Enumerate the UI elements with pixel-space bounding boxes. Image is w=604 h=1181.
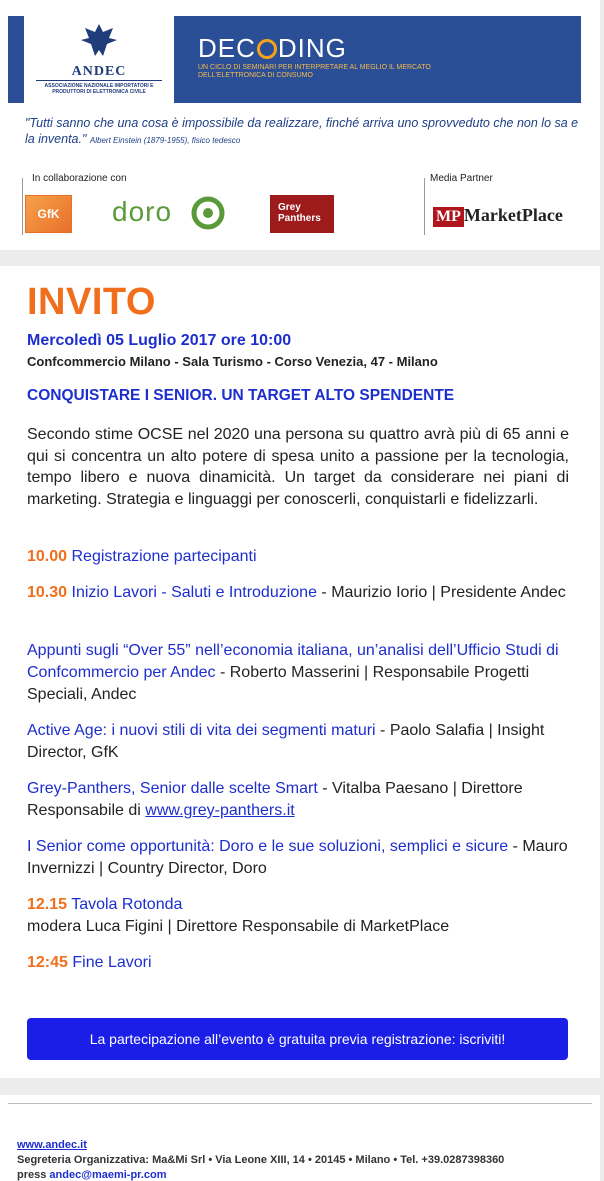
program-title: Tavola Rotonda	[71, 896, 183, 913]
program-title: Active Age: i nuovi stili di vita dei segmenti maturi	[27, 722, 376, 739]
program-title: Registrazione partecipanti	[71, 548, 257, 565]
program-item	[27, 778, 577, 822]
andec-subtitle: ASSOCIAZIONE NAZIONALE IMPORTATORI E PRODUTTORI DI ELETTRONICA CIVILE	[44, 83, 154, 95]
program-item	[27, 640, 577, 706]
einstein-quote	[25, 115, 585, 149]
marketplace-text: MarketPlace	[463, 205, 563, 225]
program-speaker: - Paolo Salafia | Insight Director, GfK	[27, 722, 545, 761]
gfk-logo[interactable]: GfK	[25, 195, 72, 233]
divider	[424, 178, 425, 235]
quote-text: "Tutti sanno che una cosa è impossibile da realizzare, finché arriva uno sprovveduto che non lo sa e la inventa."	[25, 116, 579, 146]
event-venue: Confcommercio Milano - Sala Turismo - Corso Venezia, 47 - Milano	[27, 354, 438, 369]
andec-name: ANDEC	[71, 64, 127, 79]
event-intro: Secondo stime OCSE nel 2020 una persona su quattro avrà più di 65 anni e qui si concentra un alto potere di spesa unito a passione per la tecnologia, tempo libero e nuova dinamicità. Un target da considerare nei piani di marketing. Strategia e linguaggi per conoscerli, conquistarli e fidelizzarli.	[27, 426, 569, 508]
grey-panthers-link[interactable]: www.grey-panthers.it	[145, 802, 295, 819]
program-item	[27, 836, 577, 880]
decoding-o-icon	[257, 39, 277, 59]
program-title: Inizio Lavori - Saluti e Introduzione	[71, 584, 317, 601]
program-time: 12:45	[27, 954, 68, 971]
decoding-subtitle: UN CICLO DI SEMINARI PER INTERPRETARE AL MEGLIO IL MERCATO DELL'ELETTRONICA DI CONSUMO	[198, 64, 431, 79]
secretary-info: Segreteria Organizzativa: Ma&Mi Srl • Via Leone XIII, 14 • 20145 • Milano • Tel. +39.0287398360	[17, 1154, 505, 1166]
program-title: Fine Lavori	[72, 954, 152, 971]
press-email-link[interactable]: andec@maemi-pr.com	[49, 1169, 167, 1181]
event-headline: CONQUISTARE I SENIOR. UN TARGET ALTO SPENDENTE	[27, 387, 455, 404]
program-title: I Senior come opportunità: Doro e le sue soluzioni, semplici e sicure	[27, 838, 509, 855]
marketplace-logo[interactable]	[433, 205, 563, 227]
invite-title: INVITO	[27, 281, 156, 323]
program-speaker: - Maurizio Iorio | Presidente Andec	[316, 584, 566, 601]
program-speaker: - Roberto Masserini | Responsabile Progetti Speciali, Andec	[27, 664, 530, 703]
event-date: Mercoledì 05 Luglio 2017 ore 10:00	[27, 332, 292, 349]
doro-ring-icon	[190, 195, 226, 231]
decoding-logo	[198, 33, 347, 64]
footer	[0, 1095, 600, 1181]
decoding-text-end: DING	[277, 33, 347, 63]
program-title: Appunti sugli “Over 55” nell’economia italiana, un’analisi dell’Ufficio Studi di Confcommercio per Andec	[27, 642, 559, 681]
decoding-text-start: DEC	[198, 33, 256, 63]
program-time: 12.15	[27, 896, 68, 913]
quote-author: Albert Einstein (1879-1955), fisico tedesco	[89, 136, 241, 145]
program-item	[27, 720, 577, 764]
collab-label: In collaborazione con	[32, 173, 127, 184]
divider	[36, 80, 162, 81]
invitation-card	[0, 266, 600, 1078]
mp-mark: MP	[433, 207, 464, 227]
header-card	[0, 0, 600, 250]
media-partner-label: Media Partner	[430, 173, 493, 184]
doro-logo[interactable]: doro	[112, 196, 173, 227]
program-time: 10.00	[27, 548, 68, 565]
andec-logo[interactable]	[24, 16, 174, 103]
program-item	[27, 582, 577, 604]
eagle-icon	[79, 22, 119, 58]
divider	[8, 1103, 592, 1104]
program-item	[27, 952, 577, 974]
program-time: 10.30	[27, 584, 68, 601]
press-contact	[17, 1169, 167, 1181]
program-speaker: - Mauro Invernizzi | Country Director, Doro	[27, 838, 568, 877]
grey-panthers-line1: Grey	[278, 202, 301, 213]
program-title: Grey-Panthers, Senior dalle scelte Smart	[27, 780, 318, 797]
grey-panthers-line2: Panthers	[278, 213, 321, 224]
register-button[interactable]: La partecipazione all’evento è gratuita previa registrazione: iscriviti!	[27, 1018, 568, 1060]
press-label: press	[17, 1169, 50, 1181]
andec-site-link[interactable]: www.andec.it	[17, 1139, 87, 1151]
program-speaker: - Vitalba Paesano | Direttore Responsabile di	[27, 780, 523, 819]
program-speaker: modera Luca Figini | Direttore Responsabile di MarketPlace	[27, 918, 450, 935]
grey-panthers-logo[interactable]	[270, 195, 334, 233]
divider	[22, 178, 23, 235]
program-item	[27, 894, 577, 938]
program-item	[27, 546, 577, 568]
